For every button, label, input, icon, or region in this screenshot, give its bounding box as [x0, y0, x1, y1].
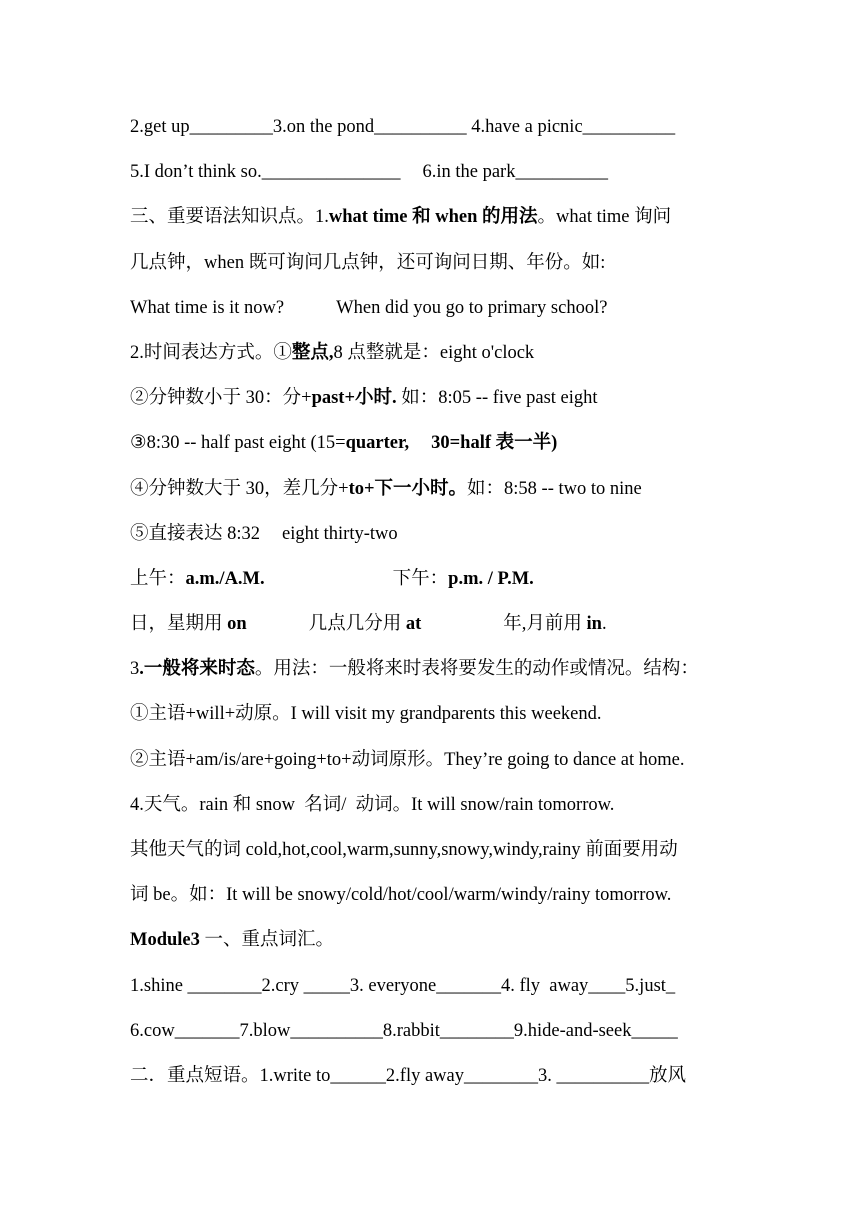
text: 几点钟，when 既可询问几点钟，还可询问日期、年份。如: [130, 252, 606, 273]
text-line [130, 879, 732, 924]
bold-text: 30=half 表一半) [431, 433, 558, 454]
text: 下午： [392, 568, 449, 589]
text: ⑤直接表达 8:32 [130, 523, 261, 544]
text: 上午： [130, 568, 186, 589]
bold-text: quarter, [345, 433, 410, 454]
text-line [130, 1060, 732, 1105]
text-line [130, 653, 732, 698]
text: . [601, 614, 607, 635]
text: 2.时间表达方式。① [130, 342, 292, 363]
text-line [130, 608, 732, 653]
bold-text: past+小时. [311, 388, 397, 409]
bold-text: at [405, 614, 422, 635]
text-line [130, 111, 732, 156]
text: ②分钟数小于 30：分+ [130, 388, 312, 409]
text: ②主语+am/is/are+going+to+动词原形。They’re going to dance at home. [130, 749, 685, 770]
text-line [130, 337, 732, 382]
text: 3 [130, 659, 140, 680]
text: 如：8:05 -- five past eight [396, 388, 598, 409]
text-line [130, 247, 732, 292]
text: eight thirty-two [282, 523, 398, 544]
text: 4.天气。rain 和 snow 名词/ 动词。It will snow/rain tomorrow. [130, 794, 615, 815]
text: 词 be。如：It will be snowy/cold/hot/cool/warm/windy/rainy tomorrow. [130, 885, 672, 906]
bold-text: in [586, 614, 602, 635]
text-line [130, 1015, 732, 1060]
text: 6.in the park__________ [422, 162, 608, 183]
text-line [130, 698, 732, 743]
text-line [130, 518, 732, 563]
document-body [130, 111, 732, 1105]
text: 日，星期用 [130, 614, 228, 635]
bold-text: p.m. / P.M. [448, 568, 534, 589]
section-heading [130, 924, 732, 969]
text-line [130, 382, 732, 427]
text: ④分钟数大于 30，差几分+ [130, 478, 349, 499]
text-line [130, 156, 732, 201]
text: ①主语+will+动原。I will visit my grandparents this weekend. [130, 704, 602, 725]
text-line [130, 834, 732, 879]
text: 2.get up_________3.on the pond__________ 4.have a picnic__________ [130, 117, 676, 137]
text: 5.I don’t think so._______________ [130, 162, 401, 183]
text: 几点几分用 [308, 614, 406, 635]
text: 8 点整就是：eight o'clock [333, 342, 535, 363]
text-line [130, 201, 732, 246]
bold-text: what time 和 when 的用法 [328, 207, 538, 228]
bold-text: on [227, 614, 247, 635]
text: 一、重点词汇。 [199, 930, 335, 951]
text: 其他天气的词 cold,hot,cool,warm,sunny,snowy,windy,rainy 前面要用动 [130, 840, 678, 860]
text: 三、重要语法知识点。1. [130, 207, 329, 228]
text: 。用法：一般将来时表将要发生的动作或情况。结构： [254, 659, 699, 680]
text-line [130, 744, 732, 789]
text-line [130, 292, 732, 337]
bold-text: 整点, [291, 342, 334, 363]
text: What time is it now? [130, 297, 285, 318]
text-line [130, 789, 732, 834]
text: When did you go to primary school? [336, 297, 608, 318]
text-line [130, 473, 732, 518]
text-line [130, 427, 732, 472]
text: 。what time 询问 [537, 207, 672, 228]
text-line [130, 563, 732, 608]
text: 6.cow_______7.blow__________8.rabbit________9.hide-and-seek_____ [130, 1020, 678, 1041]
text: 1.shine ________2.cry _____3. everyone_______4. fly away____5.just_ [130, 975, 676, 996]
text: ③8:30 -- half past eight (15= [130, 433, 346, 454]
text: 年,月前用 [503, 614, 587, 635]
text-line [130, 970, 732, 1015]
text: 如：8:58 -- two to nine [467, 478, 642, 499]
bold-text: Module3 [130, 930, 200, 951]
bold-text: a.m./A.M. [185, 568, 265, 589]
bold-text: .一般将来时态 [139, 659, 255, 680]
text: 二．重点短语。1.write to______2.fly away________3. __________放风 [130, 1065, 686, 1086]
bold-text: to+下一小时。 [348, 478, 468, 499]
